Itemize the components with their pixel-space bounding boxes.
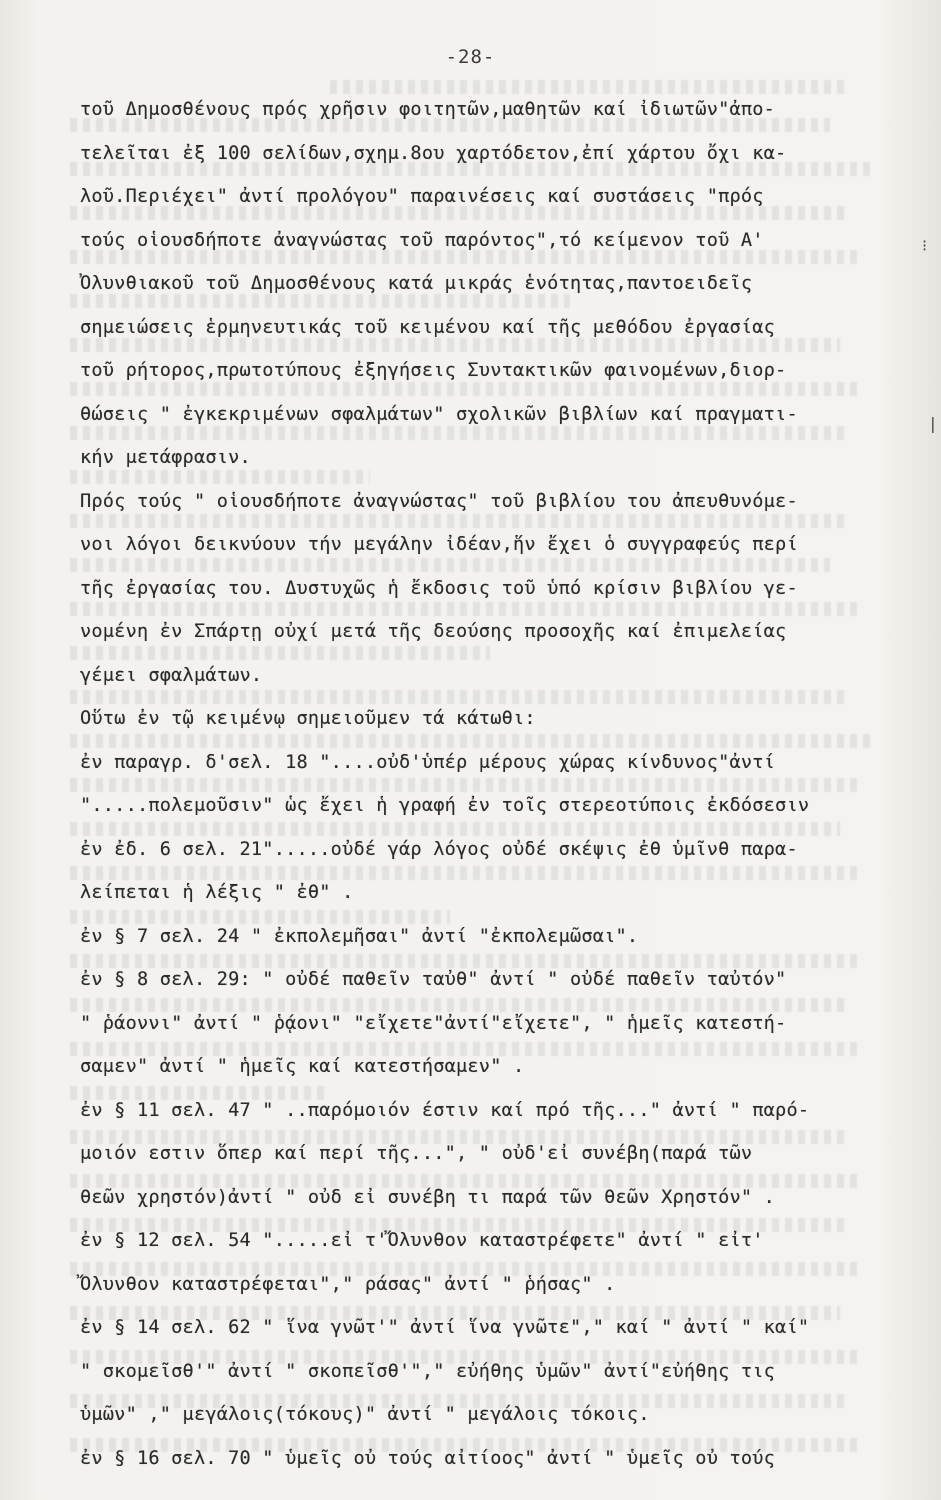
margin-mark: ⁝ xyxy=(922,236,928,255)
text-line: μοιόν εστιν ὅπερ καί περί τῆς...", " οὐδ'εἰ συνέβη(παρά τῶν xyxy=(80,1143,753,1164)
text-line: ἐν § 7 σελ. 24 " ἐκπολεμῆσαι" ἀντί "ἐκπολεμῶσαι". xyxy=(80,925,639,947)
text-line: ἐν § 12 σελ. 54 ".....εἰ τ'Ὄλυνθον καταστρέφετε" ἀντί " εἰτ' xyxy=(80,1230,764,1251)
text-line: " σκομεῖσθ'" ἀντί " σκοπεῖσθ'"," εὐήθης ὑμῶν" ἀντί"εὐήθης τις xyxy=(80,1360,776,1382)
text-line: τῆς ἐργασίας του. Δυστυχῶς ἡ ἔκδοσις τοῦ ὑπό κρίσιν βιβλίου γε- xyxy=(80,577,798,599)
text-line: ἐν § 8 σελ. 29: " οὐδέ παθεῖν ταὐθ" ἀντί " οὐδέ παθεῖν ταὐτόν" xyxy=(80,969,787,990)
text-line: Ὀλυνθιακοῦ τοῦ Δημοσθένους κατά μικράς ἑνότητας,παντοειδεῖς xyxy=(80,273,753,294)
text-line: ἐν § 11 σελ. 47 " ..παρόμοιόν έστιν καί πρό τῆς..." ἀντί " παρό- xyxy=(80,1099,810,1121)
text-line: ἐν § 16 σελ. 70 " ὑμεῖς οὐ τούς αἰτίοος" ἀντί " ὑμεῖς οὐ τούς xyxy=(80,1447,776,1469)
text-line: ἐν παραγρ. δ'σελ. 18 "....οὐδ'ὑπέρ μέρους χώρας κίνδυνος"ἀντί xyxy=(80,751,776,773)
text-line: λείπεται ἡ λέξις " ἐθ" . xyxy=(80,882,354,903)
text-line: σημειώσεις ἑρμηνευτικάς τοῦ κειμένου καί τῆς μεθόδου ἐργασίας xyxy=(80,316,776,338)
text-line: θεῶν χρηστόν)ἀντί " οὐδ εἰ συνέβη τι παρά τῶν θεῶν Χρηστόν" . xyxy=(80,1186,776,1208)
text-line: νοι λόγοι δεικνύουν τήν μεγάλην ἰδέαν,ἥν ἔχει ὁ συγγραφεύς περί xyxy=(80,534,798,555)
text-line: τούς οἱουσδήποτε ἀναγνώστας τοῦ παρόντος",τό κείμενον τοῦ Α' xyxy=(80,229,764,251)
text-line: ἐν § 14 σελ. 62 " ἵνα γνῶτ'" ἀντί ἵνα γνῶτε"," καί " ἀντί " καί" xyxy=(80,1317,810,1338)
text-line: νομένη ἐν Σπάρτῃ οὐχί μετά τῆς δεούσης προσοχῆς καί ἐπιμελείας xyxy=(80,621,787,642)
typewritten-body xyxy=(80,88,940,1480)
text-line: σαμεν" ἀντί " ἡμεῖς καί κατεστήσαμεν" . xyxy=(80,1056,525,1077)
margin-mark: | xyxy=(928,414,938,433)
text-line: τοῦ Δημοσθένους πρός χρῆσιν φοιτητῶν,μαθητῶν καί ἰδιωτῶν"ἀπο- xyxy=(80,99,776,120)
text-line: " ῥάοννι" ἀντί " ῥᾴονι" "εἴχετε"ἀντί"εἴχετε", " ἡμεῖς κατεστή- xyxy=(80,1012,787,1034)
text-line: ἐν ἐδ. 6 σελ. 21".....οὐδέ γάρ λόγος οὐδέ σκέψις ἐθ ὑμῖνθ παρα- xyxy=(80,838,798,860)
text-line: ".....πολεμοῦσιν" ὡς ἔχει ἡ γραφή ἐν τοῖς στερεοτύποις ἐκδόσεσιν xyxy=(80,795,810,816)
text-line: ὑμῶν" ," μεγάλοις(τόκους)" ἀντί " μεγάλοις τόκοις. xyxy=(80,1404,650,1425)
text-line: τελεῖται ἐξ 100 σελίδων,σχημ.8ου χαρτόδετον,ἐπί χάρτου ὄχι κα- xyxy=(80,142,787,164)
text-line: κήν μετάφρασιν. xyxy=(80,447,251,468)
text-line: Πρός τούς " οἱουσδήποτε ἀναγνώστας" τοῦ βιβλίου του ἀπευθυνόμε- xyxy=(80,490,798,512)
text-line: γέμει σφαλμάτων. xyxy=(80,664,263,686)
text-line: λοῦ.Περιέχει" ἀντί προλόγου" παραινέσεις καί συστάσεις "πρός xyxy=(80,186,764,207)
text-line: Οὕτω ἐν τῷ κειμένῳ σημειοῦμεν τά κάτωθι: xyxy=(80,708,536,729)
page-number: -28- xyxy=(445,46,496,68)
text-line: τοῦ ρήτορος,πρωτοτύπους ἐξηγήσεις Συντακτικῶν φαινομένων,διορ- xyxy=(80,360,787,381)
text-line: Ὄλυνθον καταστρέφεται"," ράσας" ἀντί " ῥήσας" . xyxy=(80,1273,616,1295)
text-line: θώσεις " ἐγκεκριμένων σφαλμάτων" σχολικῶν βιβλίων καί πραγματι- xyxy=(80,403,798,425)
